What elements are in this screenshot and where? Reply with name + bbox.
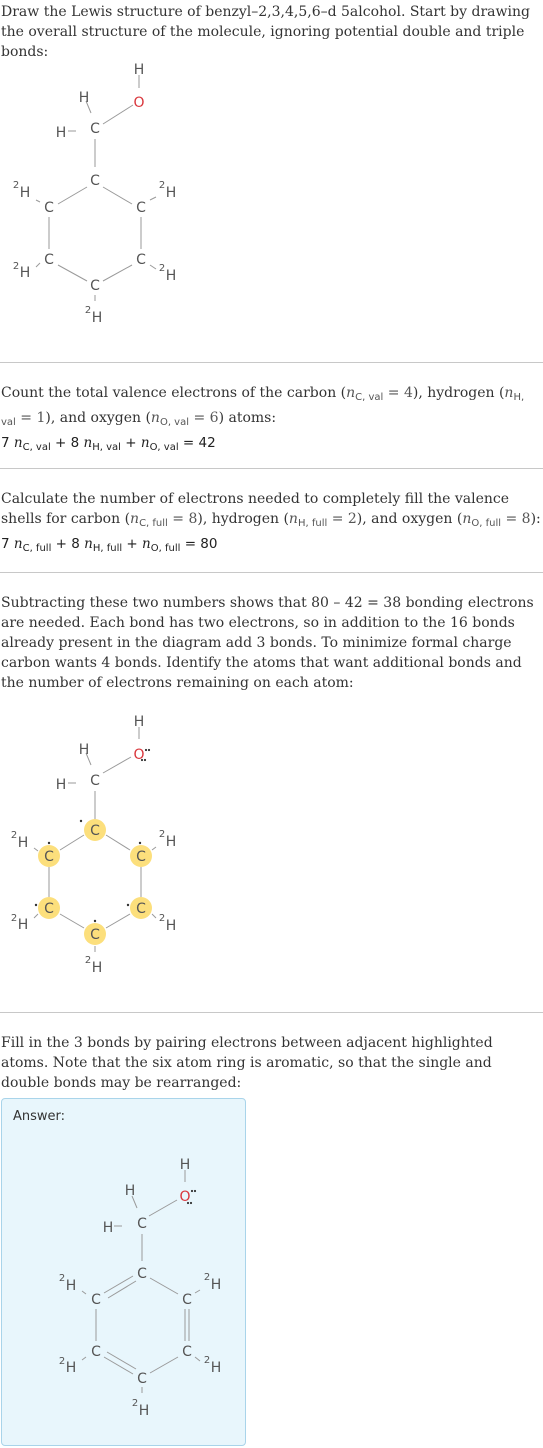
atom-c1-2: C [90,823,100,839]
atom-c-ch2-2: C [90,773,100,789]
structure-diagram-1 [0,55,543,345]
atom-h-ch2-left-2: H [55,777,67,793]
atom-d-c4: H [91,310,103,326]
atom-d-c2: H [19,185,31,201]
atom-o-2: O [133,747,145,763]
divider-2 [0,468,543,469]
atom-d-c2-2: H [17,835,29,851]
iso-d-c6: 2 [158,180,166,191]
valence-text: Count the total valence electrons of the carbon $(n_{C, val} = 4)$, hydrogen $(n_{H, val} = 1)$, and oxygen $(n_{O, val} = 6)$ atoms: [1,385,525,428]
atom-h-hydroxyl-3: H [179,1157,191,1173]
structure-diagram-2 [0,705,543,995]
intro-section [0,2,543,62]
subtract-text: Subtracting these two numbers shows that 80 – 42 = 38 bonding electrons are needed. Each bond has two electrons, so in addition to the 16 bonds already present in the diagram add 3 bonds. To minimize formal charge carbon wants 4 bonds. Identify the atoms that want additional bonds and the number of electrons remaining on each atom: [1,595,534,691]
atom-d-c4-3: H [138,1403,150,1419]
iso-d-c3-3: 2 [58,1356,66,1367]
atom-h-ch2-top-3: H [124,1183,136,1199]
atom-c6: C [136,200,146,216]
atom-c6-2: C [136,849,146,865]
atom-c4-3: C [137,1371,147,1387]
iso-d-c5-2: 2 [158,913,166,924]
atom-h-ch2-top: H [78,90,90,106]
answer-box [1,1098,246,1446]
atom-d-c2-3: H [65,1278,77,1294]
atom-o: O [133,95,145,111]
atom-c2: C [44,200,54,216]
fill-section [0,1033,543,1093]
atom-h-ch2-left-3: H [102,1220,114,1236]
atom-d-c5-2: H [165,918,177,934]
atom-c1-3: C [137,1266,147,1282]
atom-c3: C [44,252,54,268]
atom-c5: C [136,252,146,268]
atom-d-c3-3: H [65,1360,77,1376]
iso-d-c2: 2 [12,180,20,191]
iso-d-c6-2: 2 [158,829,166,840]
iso-d-c5: 2 [158,263,166,274]
atom-o-3: O [179,1189,191,1205]
atom-d-c5: H [165,268,177,284]
atom-c-ch2-3: C [137,1216,147,1232]
atom-c5-2: C [136,901,146,917]
atom-d-c6-2: H [165,834,177,850]
valence-equation: 7 $n_{C, val} + 8$ $n_{H, val} + n_{O, val} = 42$ [1,435,216,453]
iso-d-c2-3: 2 [58,1273,66,1284]
atom-d-c6-3: H [210,1277,222,1293]
iso-d-c3: 2 [12,261,20,272]
full-shell-section [0,489,543,559]
iso-d-c4-2: 2 [84,955,92,966]
atom-c3-2: C [44,901,54,917]
atom-c2-3: C [91,1292,101,1308]
atom-c4: C [90,278,100,294]
structure-diagram-answer [2,1149,245,1439]
intro-text: Draw the Lewis structure of benzyl–2,3,4,5,6–d 5alcohol. Start by drawing the overall structure of the molecule, ignoring potential double and triple bonds: [1,4,530,60]
atom-h-ch2-left: H [55,125,67,141]
subtract-section [0,593,543,693]
atom-h-hydroxyl: H [133,62,145,78]
valence-section [0,383,543,458]
atom-c4-2: C [90,927,100,943]
iso-d-c4: 2 [84,305,92,316]
full-shell-text: Calculate the number of electrons needed to completely fill the valence shells for carbon $(n_{C, full} = 8)$, hydrogen $(n_{H, full} = 2)$, and oxygen $(n_{O, full} = 8)$: [1,491,541,529]
atom-c1: C [90,173,100,189]
fill-text: Fill in the 3 bonds by pairing electrons between adjacent highlighted atoms. Note that the six atom ring is aromatic, so that the single and double bonds may be rearranged: [1,1035,493,1091]
iso-d-c5-3: 2 [203,1355,211,1366]
atom-d-c3-2: H [17,917,29,933]
iso-d-c4-3: 2 [131,1398,139,1409]
atom-h-ch2-top-2: H [78,742,90,758]
atom-h-hydroxyl-2: H [133,714,145,730]
atom-c2-2: C [44,849,54,865]
full-shell-equation: 7 $n_{C, full} + 8$ $n_{H, full} + n_{O, full} = 80$ [1,536,218,554]
atom-c-ch2: C [90,121,100,137]
atom-c5-3: C [182,1344,192,1360]
atom-c3-3: C [91,1344,101,1360]
divider-3 [0,572,543,573]
iso-d-c6-3: 2 [203,1272,211,1283]
divider-4 [0,1012,543,1013]
atom-d-c4-2: H [91,960,103,976]
iso-d-c3-2: 2 [10,913,18,924]
atom-d-c5-3: H [210,1360,222,1376]
divider-1 [0,362,543,363]
atom-d-c6: H [165,185,177,201]
atom-d-c3: H [19,265,31,281]
iso-d-c2-2: 2 [10,830,18,841]
atom-c6-3: C [182,1292,192,1308]
answer-label: Answer: [13,1109,66,1124]
